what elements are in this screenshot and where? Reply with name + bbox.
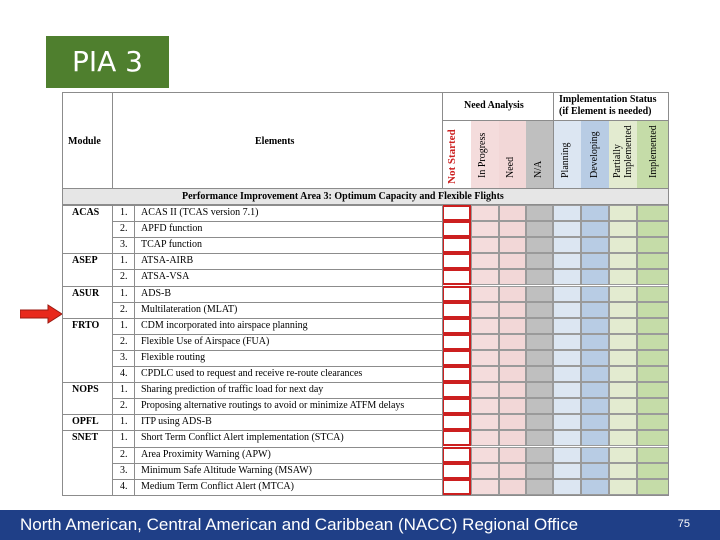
status-cell xyxy=(499,430,526,446)
row-module: NOPS xyxy=(72,384,99,396)
row-element: Medium Term Conflict Alert (MTCA) xyxy=(141,480,294,492)
row-element: CDM incorporated into airspace planning xyxy=(141,319,308,331)
slide-title: PIA 3 xyxy=(46,36,169,88)
status-cell-not-started xyxy=(442,269,471,285)
status-cell xyxy=(553,447,581,463)
status-cell xyxy=(526,447,553,463)
status-cell xyxy=(609,366,637,382)
status-cell xyxy=(471,463,499,479)
row-element: ITP using ADS-B xyxy=(141,416,212,428)
status-cell xyxy=(637,334,669,350)
status-cell xyxy=(526,398,553,414)
status-cell xyxy=(553,463,581,479)
status-cell xyxy=(499,318,526,334)
status-cell xyxy=(526,366,553,382)
status-cell xyxy=(553,205,581,221)
col-label-not-started: Not Started xyxy=(446,129,458,184)
row-number: 3. xyxy=(120,464,128,476)
status-cell-not-started xyxy=(442,302,471,318)
status-cell-not-started xyxy=(442,350,471,366)
col-label-need: Need xyxy=(505,156,516,178)
page-number: 75 xyxy=(677,518,690,530)
status-cell xyxy=(499,398,526,414)
footer-bar xyxy=(0,510,720,540)
status-cell xyxy=(526,269,553,285)
status-cell xyxy=(471,350,499,366)
row-element: ACAS II (TCAS version 7.1) xyxy=(141,207,259,218)
col-label-developing: Developing xyxy=(589,131,600,178)
status-cell xyxy=(499,302,526,318)
status-cell xyxy=(581,430,609,446)
status-cell-not-started xyxy=(442,253,471,269)
status-cell xyxy=(581,269,609,285)
row-number: 3. xyxy=(120,239,128,251)
status-cell-not-started xyxy=(442,334,471,350)
status-cell xyxy=(581,286,609,302)
status-cell xyxy=(609,430,637,446)
status-cell xyxy=(553,414,581,430)
status-cell xyxy=(637,350,669,366)
status-cell-not-started xyxy=(442,430,471,446)
row-number: 2. xyxy=(120,448,128,460)
status-cell xyxy=(609,253,637,269)
row-module: SNET xyxy=(72,432,99,444)
status-cell-not-started xyxy=(442,221,471,237)
status-cell xyxy=(609,414,637,430)
status-cell-not-started xyxy=(442,447,471,463)
status-cell xyxy=(526,430,553,446)
status-cell xyxy=(581,382,609,398)
status-cell-not-started xyxy=(442,205,471,221)
status-cell xyxy=(471,447,499,463)
status-cell xyxy=(637,382,669,398)
col-label-planning: Planning xyxy=(560,142,571,178)
status-cell xyxy=(526,221,553,237)
status-cell xyxy=(526,414,553,430)
status-cell xyxy=(581,350,609,366)
status-cell xyxy=(526,302,553,318)
status-cell xyxy=(637,463,669,479)
row-module: ASEP xyxy=(72,255,98,267)
status-cell-not-started xyxy=(442,463,471,479)
row-number: 1. xyxy=(120,287,128,299)
status-cell-not-started xyxy=(442,398,471,414)
status-cell xyxy=(637,318,669,334)
status-cell-not-started xyxy=(442,479,471,495)
row-number: 2. xyxy=(120,400,128,412)
row-number: 1. xyxy=(120,207,128,218)
status-cell xyxy=(471,382,499,398)
status-cell xyxy=(553,318,581,334)
row-module: ACAS xyxy=(72,207,100,218)
row-element: Area Proximity Warning (APW) xyxy=(141,448,271,460)
row-number: 1. xyxy=(120,319,128,331)
status-cell xyxy=(499,334,526,350)
status-cell xyxy=(499,463,526,479)
row-element: ADS-B xyxy=(141,287,172,299)
status-cell xyxy=(637,253,669,269)
status-cell xyxy=(499,205,526,221)
status-cell xyxy=(499,447,526,463)
status-cell-not-started xyxy=(442,318,471,334)
header-elements: Elements xyxy=(255,136,295,147)
status-cell xyxy=(581,398,609,414)
status-cell xyxy=(581,302,609,318)
status-cell xyxy=(609,269,637,285)
status-cell xyxy=(471,269,499,285)
header-need-analysis: Need Analysis xyxy=(464,100,524,111)
status-cell xyxy=(637,302,669,318)
status-cell xyxy=(637,237,669,253)
pia-table xyxy=(62,92,669,496)
status-cell xyxy=(526,286,553,302)
row-module: FRTO xyxy=(72,319,100,331)
status-cell xyxy=(581,479,609,495)
status-cell xyxy=(526,237,553,253)
status-cell xyxy=(609,463,637,479)
status-cell-not-started xyxy=(442,237,471,253)
status-cell-not-started xyxy=(442,286,471,302)
status-cell xyxy=(637,414,669,430)
footer-text: North American, Central American and Caribbean (NACC) Regional Office xyxy=(20,515,579,534)
status-cell xyxy=(637,366,669,382)
row-element: Minimum Safe Altitude Warning (MSAW) xyxy=(141,464,312,476)
area-title: Performance Improvement Area 3: Optimum Capacity and Flexible Flights xyxy=(182,191,504,202)
row-number: 1. xyxy=(120,416,128,428)
status-cell xyxy=(471,302,499,318)
row-number: 2. xyxy=(120,271,128,283)
status-cell xyxy=(609,302,637,318)
status-cell xyxy=(471,237,499,253)
col-label-partial: Partially Implemented xyxy=(612,125,634,178)
row-element: Short Term Conflict Alert implementation (STCA) xyxy=(141,432,344,444)
status-cell xyxy=(471,286,499,302)
status-cell xyxy=(526,463,553,479)
status-cell xyxy=(637,221,669,237)
status-cell xyxy=(609,205,637,221)
status-cell xyxy=(553,302,581,318)
status-cell-not-started xyxy=(442,382,471,398)
status-cell xyxy=(471,479,499,495)
status-cell xyxy=(581,237,609,253)
status-cell xyxy=(553,237,581,253)
status-cell xyxy=(637,447,669,463)
status-cell xyxy=(526,382,553,398)
status-cell xyxy=(526,334,553,350)
status-cell xyxy=(637,430,669,446)
status-cell xyxy=(553,366,581,382)
status-cell xyxy=(581,414,609,430)
row-number: 4. xyxy=(120,368,128,379)
header-module: Module xyxy=(68,136,101,147)
status-cell xyxy=(553,334,581,350)
status-cell xyxy=(553,253,581,269)
row-element: Sharing prediction of traffic load for next day xyxy=(141,384,324,396)
status-cell xyxy=(499,479,526,495)
status-cell xyxy=(553,269,581,285)
status-cell xyxy=(553,350,581,366)
status-cell xyxy=(471,430,499,446)
status-cell xyxy=(526,350,553,366)
status-cell xyxy=(581,463,609,479)
row-number: 2. xyxy=(120,303,128,315)
status-cell xyxy=(609,334,637,350)
row-number: 1. xyxy=(120,432,128,444)
status-cell xyxy=(609,221,637,237)
status-cell xyxy=(609,382,637,398)
status-cell xyxy=(499,366,526,382)
row-element: Proposing alternative routings to avoid or minimize ATFM delays xyxy=(141,400,405,412)
status-cell xyxy=(581,221,609,237)
status-cell xyxy=(637,398,669,414)
status-cell xyxy=(553,286,581,302)
status-cell xyxy=(637,479,669,495)
status-cell xyxy=(581,205,609,221)
row-number: 1. xyxy=(120,255,128,267)
status-cell xyxy=(553,430,581,446)
row-number: 1. xyxy=(120,384,128,396)
status-cell xyxy=(609,237,637,253)
status-cell xyxy=(581,253,609,269)
status-cell xyxy=(637,286,669,302)
status-cell xyxy=(499,237,526,253)
status-cell xyxy=(471,334,499,350)
row-number: 2. xyxy=(120,223,128,235)
status-cell xyxy=(471,253,499,269)
status-cell xyxy=(553,398,581,414)
row-module: OPFL xyxy=(72,416,99,428)
status-cell xyxy=(609,398,637,414)
row-element: TCAP function xyxy=(141,239,203,251)
status-cell xyxy=(499,350,526,366)
status-cell xyxy=(526,479,553,495)
col-label-na: N/A xyxy=(533,160,544,178)
status-cell xyxy=(471,366,499,382)
row-number: 2. xyxy=(120,335,128,347)
row-element: CPDLC used to request and receive re-route clearances xyxy=(141,368,363,379)
status-cell xyxy=(553,382,581,398)
status-cell-not-started xyxy=(442,366,471,382)
status-cell xyxy=(609,350,637,366)
row-element: Multilateration (MLAT) xyxy=(141,303,238,315)
status-cell-not-started xyxy=(442,414,471,430)
row-element: Flexible routing xyxy=(141,351,206,363)
row-element: ATSA-AIRB xyxy=(141,255,194,267)
col-label-implemented: Implemented xyxy=(648,125,659,178)
status-cell xyxy=(609,318,637,334)
status-cell xyxy=(499,286,526,302)
status-cell xyxy=(637,269,669,285)
status-cell xyxy=(609,479,637,495)
status-cell xyxy=(499,221,526,237)
row-number: 3. xyxy=(120,351,128,363)
status-cell xyxy=(471,205,499,221)
status-cell xyxy=(609,286,637,302)
row-module: ASUR xyxy=(72,287,100,299)
row-number: 4. xyxy=(120,480,128,492)
status-cell xyxy=(526,253,553,269)
header-impl-status-2: (if Element is needed) xyxy=(559,106,652,117)
row-element: ATSA-VSA xyxy=(141,271,190,283)
row-element: Flexible Use of Airspace (FUA) xyxy=(141,335,270,347)
status-cell xyxy=(499,382,526,398)
status-cell xyxy=(499,269,526,285)
status-cell xyxy=(581,447,609,463)
status-cell xyxy=(581,366,609,382)
status-cell xyxy=(471,398,499,414)
status-cell xyxy=(471,318,499,334)
col-label-in-progress: In Progress xyxy=(477,132,488,178)
status-cell xyxy=(609,447,637,463)
status-cell xyxy=(499,414,526,430)
status-cell xyxy=(637,205,669,221)
status-cell xyxy=(499,253,526,269)
status-cell xyxy=(471,414,499,430)
status-cell xyxy=(553,479,581,495)
arrow-icon xyxy=(20,304,64,324)
status-cell xyxy=(526,318,553,334)
status-cell xyxy=(581,334,609,350)
status-cell xyxy=(526,205,553,221)
status-cell xyxy=(581,318,609,334)
header-impl-status-1: Implementation Status xyxy=(559,94,657,105)
status-cell xyxy=(553,221,581,237)
row-element: APFD function xyxy=(141,223,203,235)
status-cell xyxy=(471,221,499,237)
